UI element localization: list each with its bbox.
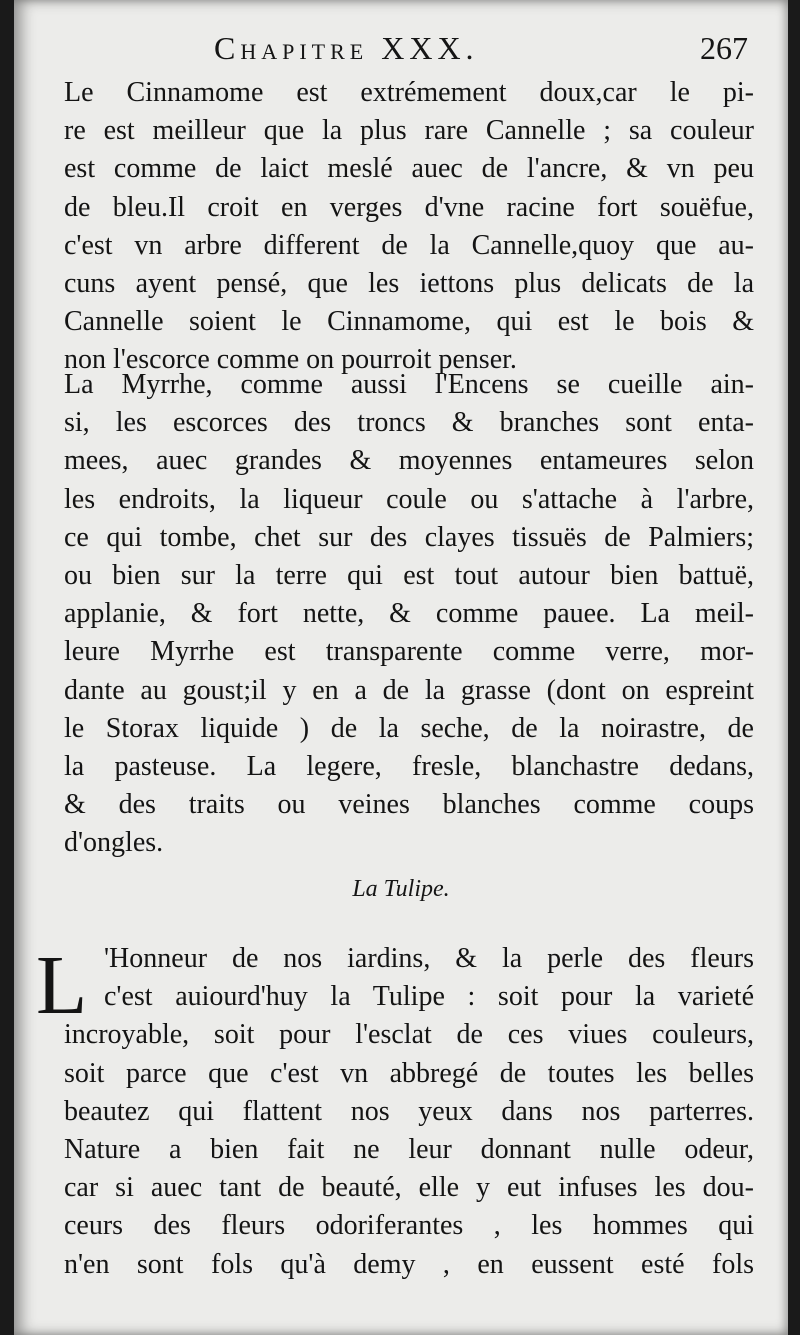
text-line: n'en sont fols qu'à demy , en eussent esté fols bbox=[64, 1248, 754, 1280]
text-line: ce qui tombe, chet sur des clayes tissuës de Palmiers; bbox=[64, 521, 754, 553]
text-line: car si auec tant de beauté, elle y eut infuses les dou- bbox=[64, 1172, 754, 1204]
text-line: dante au goust;il y en a de la grasse (dont on espreint bbox=[64, 674, 754, 706]
paragraph-myrrhe bbox=[64, 366, 754, 862]
text-line: mees, auec grandes & moyennes entameures selon bbox=[64, 445, 754, 477]
text-line: & des traits ou veines blanches comme coups bbox=[64, 789, 754, 821]
text-line: ceurs des fleurs odoriferantes , les hommes qui bbox=[64, 1210, 754, 1242]
page-number: 267 bbox=[700, 30, 748, 66]
text-line: soit parce que c'est vn abbregé de toutes les belles bbox=[64, 1057, 754, 1089]
text-line: non l'escorce comme on pourroit penser. bbox=[64, 344, 517, 376]
text-line: beautez qui flattent nos yeux dans nos parterres. bbox=[64, 1095, 754, 1127]
text-line: Le Cinnamome est extrémement doux,car le pi- bbox=[64, 77, 754, 108]
text-line: Nature a bien fait ne leur donnant nulle odeur, bbox=[64, 1133, 754, 1165]
text-line: Cannelle soient le Cinnamome, qui est le bois & bbox=[64, 306, 754, 338]
running-head: Chapitre XXX. bbox=[214, 30, 479, 66]
text-line: est comme de laict meslé auec de l'ancre, & vn peu bbox=[64, 153, 754, 185]
text-line: c'est vn arbre different de la Cannelle,quoy que au- bbox=[64, 229, 754, 261]
paragraph-cinnamome bbox=[64, 74, 754, 380]
text-line: cuns ayent pensé, que les iettons plus delicats de la bbox=[64, 267, 754, 299]
text-line: re est meilleur que la plus rare Cannelle ; sa couleur bbox=[64, 115, 754, 147]
text-line: c'est auiourd'huy la Tulipe : soit pour la varieté bbox=[104, 981, 754, 1013]
text-line: incroyable, soit pour l'esclat de ces viues couleurs, bbox=[64, 1019, 754, 1051]
book-page bbox=[14, 0, 788, 1335]
text-line: d'ongles. bbox=[64, 827, 164, 859]
drop-cap: L bbox=[36, 939, 88, 1032]
page-header bbox=[74, 30, 748, 78]
text-line: la pasteuse. La legere, fresle, blanchastre dedans, bbox=[64, 750, 754, 782]
text-line: de bleu.Il croit en verges d'vne racine fort souëfue, bbox=[64, 191, 754, 223]
text-line: La Myrrhe, comme aussi l'Encens se cueille ain- bbox=[64, 369, 754, 400]
paragraph-tulipe bbox=[64, 940, 754, 1284]
text-line: les endroits, la liqueur coule ou s'attache à l'arbre, bbox=[64, 483, 754, 515]
text-line: si, les escorces des troncs & branches sont enta- bbox=[64, 407, 754, 439]
text-line: leure Myrrhe est transparente comme verre, mor- bbox=[64, 636, 754, 668]
text-line: applanie, & fort nette, & comme pauee. La meil- bbox=[64, 598, 754, 630]
section-title: La Tulipe. bbox=[352, 876, 450, 902]
text-line: le Storax liquide ) de la seche, de la noirastre, de bbox=[64, 712, 754, 744]
text-line: ou bien sur la terre qui est tout autour bien battuë, bbox=[64, 559, 754, 591]
text-line: 'Honneur de nos iardins, & la perle des fleurs bbox=[104, 943, 754, 974]
